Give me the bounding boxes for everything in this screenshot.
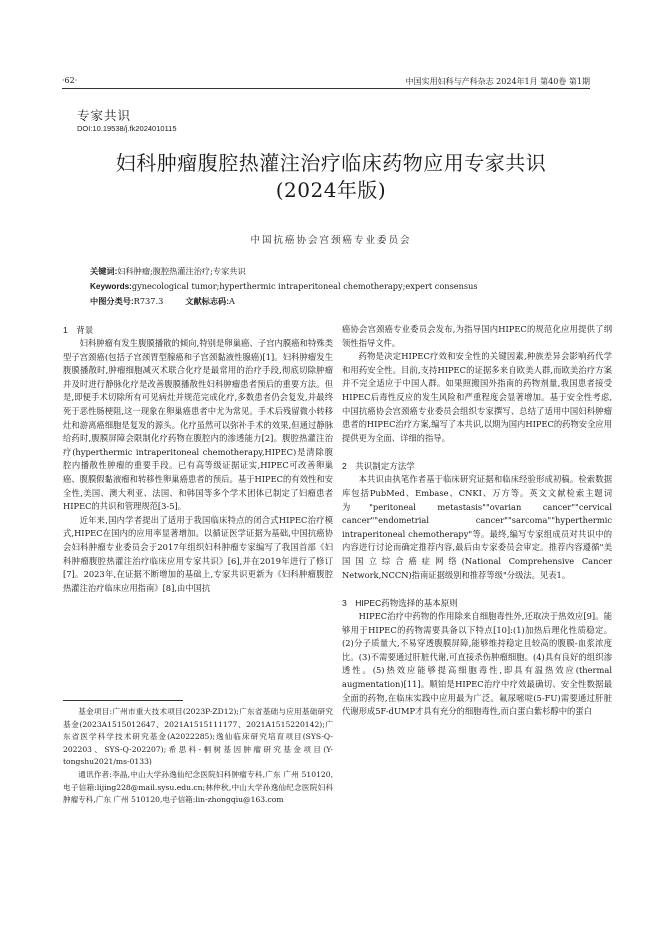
paragraph: 近年来,国内学者提出了适用于我国临床特点的闭合式HIPEC治疗模式,HIPEC在国内的应用率显著增加。以循证医学证据为基础,中国抗癌协会妇科肿瘤专业委员会于2017年组织妇科肿瘤专家编写了我国首部《妇科肿瘤腹腔热灌注治疗临床应用专家共识》[6],并在2019年进行了修订[7]。2023年,在证据不断增加的基础上,专家共识更新为《妇科肿瘤腹腔热灌注治疗临床应用指南》[8],由中国抗: [63, 514, 333, 593]
author-organization: 中国抗癌协会宫颈癌专业委员会: [250, 235, 412, 246]
doi[interactable]: DOI:10.19538/j.fk2024010115: [77, 124, 177, 133]
clc-label: 中图分类号:: [90, 297, 134, 306]
article-title: [60, 150, 602, 204]
paragraph: HIPEC治疗中药物的作用除来自细胞毒性外,还取决于热效应[9]。能够用于HIPEC的药物需要具备以下特点[10]:(1)加热后理化性质稳定。(2)分子质量大,不易穿透腹膜屏障,能够维持稳定且较高的腹膜-血浆浓度比。(3)不需要通过肝脏代谢,可直接杀伤肿瘤细胞。(4)具有良好的组织渗透性。(5)热效应能够提高细胞毒性,即具有温热效应(thermal augmentation)[11]。顺铂是HIPEC治疗中疗效最确切、安全性数据最全面的药物,在临床实践中应用最为广泛。氟尿嘧啶(5-FU)需要通过肝脏代谢形成5F-dUMP才具有充分的细胞毒性,而白蛋白紫杉醇中的蛋白: [342, 611, 612, 717]
footnotes: [63, 706, 333, 807]
title-line-1: 妇科肿瘤腹腔热灌注治疗临床药物应用专家共识: [115, 151, 547, 175]
title-line-2: (2024年版): [275, 178, 387, 202]
footnote-rule: [63, 700, 183, 701]
keywords-en-text: gynecological tumor;hyperthermic intraperitoneal chemotherapy;expert consensus: [131, 281, 478, 291]
section-3-heading: 3 HIPEC药物选择的基本原则: [342, 598, 458, 609]
header-rule: [62, 88, 590, 89]
paragraph: 本共识由执笔作者基于临床研究证据和临床经验形成初稿。检索数据库包括PubMed、Embase、CNKI、万方等。英文文献检索主题词为"peritoneal metastasis""ovarian cancer""cervical cancer""endometrial cancer""sarcoma""hyperthermic intraperitoneal chemotherapy"等。最终,编写专家组成员对共识中的内容进行讨论而确定推荐内容,最后由专家委员会审定。推荐内容遵循"美国国立综合癌症网络(National Comprehensive Cancer Network,NCCN)指南证据级别和推荐等级"分级法。见表1。: [342, 474, 612, 580]
doc-code-label: 文献标志码:: [185, 297, 229, 306]
section-1-heading: 1 背景: [63, 325, 94, 335]
paragraph: 妇科肿瘤有发生腹膜播散的倾向,特别是卵巢癌、子宫内膜癌和特殊类型子宫颈癌(包括子宫颈胃型腺癌和子宫颈黏液性腺癌)[1]。妇科肿瘤发生腹膜播散时,肿瘤细胞减灭术联合化疗是最常用的治疗手段,彻底切除肿瘤并及时进行静脉化疗是改善腹膜播散性妇科肿瘤患者预后的重要方法。但是,即便手术切除所有可见病灶并规范完成化疗,多数患者仍会复发,并最终死于恶性肠梗阻,这一现象在卵巢癌患者中尤为常见。手术后残留微小转移灶和游离癌细胞是复发的源头。化疗虽然可以弥补手术的效果,但通过静脉给药时,腹膜屏障会限制化疗药物在腹腔内的渗透能力[2]。腹腔热灌注治疗(hyperthermic intraperitoneal chemotherapy,HIPEC)是清除腹腔内播散性肿瘤的重要手段。已有高等级证据证实,HIPEC可改善卵巢癌、腹膜假黏液瘤和转移性卵巢癌患者的预后。基于HIPEC的有效性和安全性,美国、澳大利亚、法国、和韩国等多个学术团体已制定了妇瘤患者HIPEC的共识和管理规范[3-5]。: [63, 338, 333, 512]
keywords-en: [90, 281, 572, 292]
keywords-cn-label: 关键词:: [90, 267, 118, 276]
paragraph: 癌协会宫颈癌专业委员会发布,为指导国内HIPEC的规范化应用提供了纲领性指导文件。: [342, 324, 612, 348]
doc-code-value: A: [228, 296, 235, 306]
correspondence-note: 通讯作者:李晶,中山大学孙逸仙纪念医院妇科肿瘤专科,广东 广州 510120,电子信箱:lijing228@mail.sysu.edu.cn;林仲秋,中山大学孙逸仙纪念医院妇科肿瘤专科,广东 广州 510120,电子信箱:lin-zhongqiu@163.com: [63, 769, 333, 805]
paragraph: 药物是决定HIPEC疗效和安全性的关键因素,种族差异会影响药代学和用药安全性。目前,支持HIPEC的证据多来自欧美人群,而欧美治疗方案并不完全适应于中国人群。如果照搬国外指南的药物剂量,我国患者接受HIPEC后毒性反应的发生风险和严重程度会显著增加。基于安全性考虑,中国抗癌协会宫颈癌专业委员会组织专家撰写、总结了适用中国妇科肿瘤患者的HIPEC治疗方案,编写了本共识,以期为国内HIPEC的药物安全应用提供更为全面、详细的指导。: [342, 351, 612, 443]
classification: [90, 296, 572, 307]
column-tag: 专家共识: [77, 108, 132, 123]
section-2-heading: 2 共识制定方法学: [342, 461, 415, 472]
right-column: [342, 323, 612, 719]
left-column: [63, 323, 333, 595]
keywords-cn-text: 妇科肿瘤;腹腔热灌注治疗;专家共识: [117, 266, 246, 276]
page-number: ·62·: [62, 76, 78, 85]
funding-note: 基金项目:广州市重大技术项目(2023P-ZD12);广东省基础与应用基础研究基金(2023A1515012647、2021A1515111177、2021A1515220142);广东省医学科学技术研究基金(A2022285);逸仙临床研究培育项目(SYS-Q-202203、SYS-Q-202207);希思科-桐树基因肿瘤研究基金项目(Y-tongshu2021/ms-0133): [63, 707, 333, 767]
keywords-en-label: Keywords:: [90, 282, 132, 291]
clc-value: R737.3: [133, 296, 164, 306]
journal-header: 中国实用妇科与产科杂志 2024年1月 第40卷 第1期: [405, 77, 590, 86]
keywords-cn: [90, 266, 572, 277]
